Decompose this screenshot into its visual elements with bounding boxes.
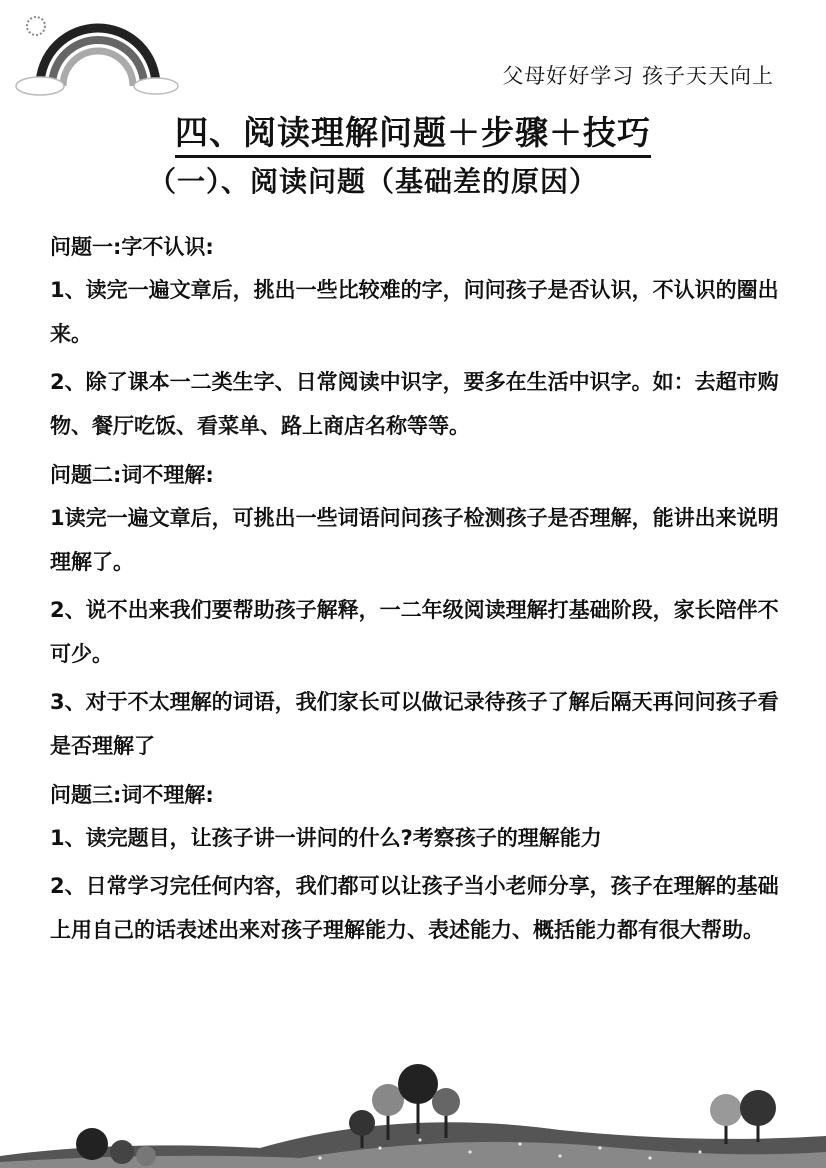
problem-2-para-2: 2、说不出来我们要帮助孩子解释，一二年级阅读理解打基础阶段，家长陪伴不可少。 (50, 598, 779, 666)
problem-2-heading: 问题二:词不理解: (50, 463, 214, 487)
landscape-trees-icon (0, 1048, 826, 1168)
rainbow-cloud-icon (10, 8, 180, 98)
problem-3-para-1: 1、读完题目，让孩子讲一讲问的什么?考察孩子的理解能力 (50, 826, 602, 850)
section-title: （一）、阅读问题（基础差的原因） (148, 165, 599, 198)
problem-3-para-2: 2、日常学习完任何内容，我们都可以让孩子当小老师分享，孩子在理解的基础上用自己的话表述出来对孩子理解能力、表述能力、概括能力都有很大帮助。 (50, 874, 779, 942)
problem-2-para-1: 1读完一遍文章后，可挑出一些词语问问孩子检测孩子是否理解，能讲出来说明理解了。 (50, 506, 779, 574)
header-slogan: 父母好好学习 孩子天天向上 (502, 64, 774, 88)
problem-2-para-3: 3、对于不太理解的词语，我们家长可以做记录待孩子了解后隔天再问问孩子看是否理解了 (50, 690, 779, 758)
document-title-text: 四、阅读理解问题＋步骤＋技巧 (175, 113, 651, 158)
problem-1-heading: 问题一:字不认识: (50, 235, 214, 259)
document-title (0, 107, 826, 154)
problem-1-para-2: 2、除了课本一二类生字、日常阅读中识字，要多在生活中识字。如：去超市购物、餐厅吃饭、看菜单、路上商店名称等等。 (50, 370, 779, 438)
problem-1-para-1: 1、读完一遍文章后，挑出一些比较难的字，问问孩子是否认识，不认识的圈出来。 (50, 278, 779, 346)
problem-3-heading: 问题三:词不理解: (50, 783, 214, 807)
document-content (50, 230, 780, 952)
